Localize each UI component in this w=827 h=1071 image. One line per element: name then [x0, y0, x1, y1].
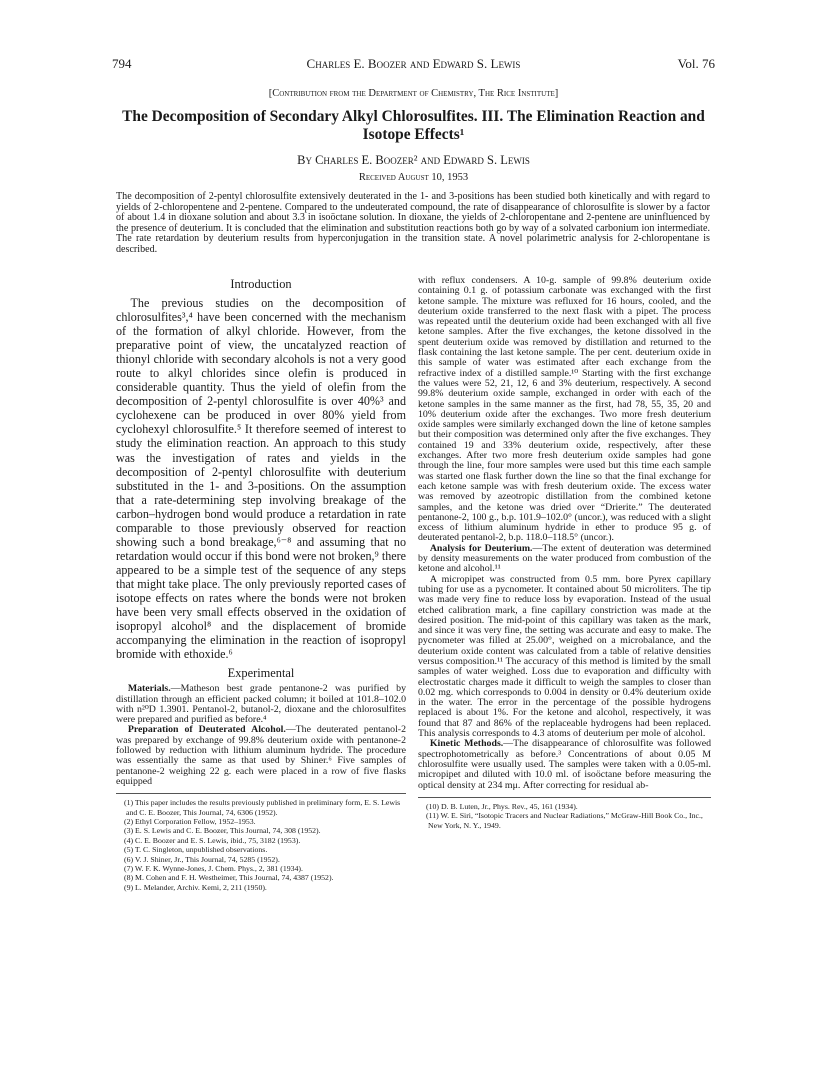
- footnotes-left: [116, 798, 406, 892]
- abstract: The decomposition of 2-pentyl chlorosulfite extensively deuterated in the 1- and 3-positions has been studied both kinetically and with regard to yields of 2-chloropentene and 2-pentene. Compared to the undeuterated compound, the rate of disappearance of chlorosulfite is slower by a factor of about 1.4 in dioxane solution and about 3.3 in isoöctane solution. In dioxane, the yields of 2-chloropentane and 2-pentene are uninfluenced by the presence of deuterium. It is concluded that the elimination and substitution reactions both go by way of a solvated carbonium ion intermediate. The rate retardation by deuterium results from hyperconjugation in the transition state. A novel polarimetric analysis for 2-chloropentane is described.: [116, 191, 710, 255]
- right-column: [418, 276, 711, 830]
- paper-title: The Decomposition of Secondary Alkyl Chlorosulfites. III. The Elimination Reaction and Isotope Effects¹: [122, 108, 705, 143]
- analysis-text: —The extent of deuteration was determined by density measurements on the water produced from combustion of the ketone and alcohol.¹¹: [418, 542, 711, 575]
- received-date: Received August 10, 1953: [358, 172, 469, 183]
- footnote: (9) L. Melander, Archiv. Kemi, 2, 211 (1950).: [124, 882, 267, 892]
- footnote: (6) V. J. Shiner, Jr., This Journal, 74, 5285 (1952).: [124, 854, 280, 864]
- footnote: (7) W. F. K. Wynne-Jones, J. Chem. Phys., 2, 381 (1934).: [124, 864, 303, 874]
- exchange-paragraph: with reflux condensers. A 10-g. sample of 99.8% deuterium oxide containing 0.1 g. of potassium carbonate was exchanged with the first ketone sample. The mixture was refluxed for 16 hours, cooled, and the deuterium oxide transferred to the next flask with a pipet. The process was repeated until the deuterium oxide had been exchanged with all five ketone samples. After the five exchanges, the ketone dissolved in the spent deuterium oxide was removed by distillation and returned to the flask containing the last ketone sample. The per cent. deuterium oxide in this sample of water was estimated after each exchange from the refractive index of a distilled sample.¹⁰ Starting with the first exchange the values were 52, 21, 12, 6 and 3% deuterium, respectively. A second 99.8% deuterium oxide sample, exchanged in order with each of the ketone samples in the same manner as the first, had 78, 55, 35, 20 and 10% deuterium oxide after the exchanges. Two more fresh deuterium oxide samples were similarly exchanged down the line of ketone samples but their composition was determined only after the five exchanges. They contained 19 and 33% deuterium oxide, respectively, after these exchanges. After two more fresh deuterium oxide samples had gone through the line, four more samples were used but this time each sample was started one flask further down the line so that the final exchange for each ketone sample was with fresh deuterium oxide. The excess water was removed by azeotropic distillation from the combined ketone samples, and the ketone was dried over “Drierite.” The deuterated pentanone-2, 100 g., b.p. 101.9–102.0° (uncor.), was reduced with a slight excess of lithium aluminum hydride in ether to produce 95 g. of deuterated pentanol-2, b.p. 118.0–118.5° (uncor.).: [418, 275, 711, 544]
- kinetic-text: —The disappearance of chlorosulfite was followed spectrophotometrically as before.³ Concentrations of about 0.05 M chlorosulfite were usually used. The samples were taken with a 0.05-ml. micropipet and diluted with 10.0 ml. of isoöctane before measuring the optical density at 234 mμ. After correcting for residual ab-: [418, 738, 711, 791]
- micropipet-paragraph: A micropipet was constructed from 0.5 mm. bore Pyrex capillary tubing for use as a pycnometer. It contained about 50 microliters. The tip was made very fine to reduce loss by evaporation. Instead of the usual etched calibration mark, a fine capillary constriction was made at the desired position. The mid-point of this capillary was taken as the mark, and since it was very fine, the setting was accurate and easy to make. The pycnometer was filled at 25.00°, weighed on a microbalance, and the deuterium oxide content was calculated from a table of relative densities versus composition.¹¹ The accuracy of this method is limited by the small samples of water weighed. Loss due to evaporation and difficulty with electrostatic charges made it difficult to weigh the samples to closer than 0.02 mg. which corresponds to 0.004 in density or 0.4% deuterium oxide in the water. The error in the percentage of the possible hydrogens replaced is about 1%. For the ketone and alcohol, respectively, it was found that 87 and 86% of the replaceable hydrogens had been replaced. This analysis corresponds to 4.3 atoms of deuterium per mole of alcohol.: [418, 573, 711, 740]
- preparation-paragraph: [116, 725, 406, 787]
- footnote-divider: [116, 793, 406, 794]
- volume-label: Vol. 76: [677, 56, 715, 71]
- footnote-divider: [418, 797, 711, 798]
- footnote: (10) D. B. Luten, Jr., Phys. Rev., 45, 161 (1934).: [426, 801, 578, 811]
- footnote: (3) E. S. Lewis and C. E. Boozer, This Journal, 74, 308 (1952).: [124, 826, 321, 836]
- analysis-paragraph: [418, 544, 711, 575]
- kinetic-runhead: Kinetic Methods.: [429, 738, 504, 750]
- footnotes-right: [418, 802, 711, 830]
- introduction-heading: Introduction: [230, 277, 292, 291]
- analysis-runhead: Analysis for Deuterium.: [429, 542, 533, 554]
- byline: By Charles E. Boozer² and Edward S. Lewis: [297, 153, 530, 167]
- contribution-line: [Contribution from the Department of Chemistry, The Rice Institute]: [268, 88, 559, 99]
- materials-text: —Matheson best grade pentanone-2 was purified by distillation through an efficient packed column; it boiled at 101.8–102.0 with n²⁰D 1.3901. Pentanol-2, butanol-2, dioxane and the chlorosulfites were prepared and purified as before.⁴: [116, 683, 406, 726]
- footnote: (5) T. C. Singleton, unpublished observations.: [124, 845, 268, 855]
- footnote: (2) Ethyl Corporation Fellow, 1952–1953.: [124, 817, 256, 826]
- preparation-runhead: Preparation of Deuterated Alcohol.: [127, 724, 286, 736]
- footnote: (11) W. E. Siri, “Isotopic Tracers and Nuclear Radiations,” McGraw-Hill Book Co., Inc., New York, N. Y., 1949.: [426, 811, 703, 830]
- kinetic-paragraph: [418, 739, 711, 790]
- introduction-paragraph: The previous studies on the decomposition of chlorosulfites³,⁴ have been concerned with the mechanism of the formation of alkyl chloride. However, from the preparative point of view, the uncatalyzed reaction of thionyl chloride with secondary alcohols is not a very good route to alkyl chlorides since olefin is produced in considerable quantity. Thus the yield of olefin from the decomposition of 2-pentyl chlorosulfite is over 40%³ and cyclohexene can be produced in over 80% yield from cyclohexyl chlorosulfite.⁵ It therefore seemed of interest to study the elimination reaction. An approach to this study was the investigation of rates and yields in the decomposition of 2-pentyl chlorosulfite with deuterium substituted in the 1- and 3-positions. On the assumption that a rate-determining step involving breakage of the carbon–hydrogen bond would produce a retardation in rate comparable to those previously observed for reaction showing such a bond breakage,⁶⁻⁸ and assuming that no retardation would occur if this bond were not broken,⁹ there appeared to be a simple test of the sequence of any steps that might take place. The only previously reported cases of isotope effects on rates where the bonds were not broken have been very small effects observed in the oxidation of isopropyl alcohol⁸ and the displacement of bromide accompanying the elimination in the reaction of isopropyl bromide with ethoxide.⁶: [116, 296, 406, 662]
- page-number: 794: [112, 56, 132, 71]
- footnote: (4) C. E. Boozer and E. S. Lewis, ibid., 75, 3182 (1953).: [124, 835, 301, 845]
- preparation-text: —The deuterated pentanol-2 was prepared by exchange of 99.8% deuterium oxide with pentanone-2 followed by reduction with lithium aluminum hydride. The procedure was essentially the same as that used by Shiner.⁶ Five samples of pentanone-2 weighing 22 g. each were placed in a row of five flasks equipped: [116, 724, 406, 787]
- experimental-heading: Experimental: [227, 666, 295, 681]
- left-column: [116, 276, 406, 892]
- materials-runhead: Materials.: [127, 683, 171, 695]
- running-header-authors: Charles E. Boozer and Edward S. Lewis: [306, 56, 521, 71]
- footnote: (8) M. Cohen and F. H. Westheimer, This Journal, 74, 4387 (1952).: [124, 873, 334, 883]
- footnote: (1) This paper includes the results previously published in preliminary form, E. S. Lewis and C. E. Boozer, This Journal, 74, 6306 (1952).: [124, 798, 401, 817]
- materials-paragraph: [116, 684, 406, 725]
